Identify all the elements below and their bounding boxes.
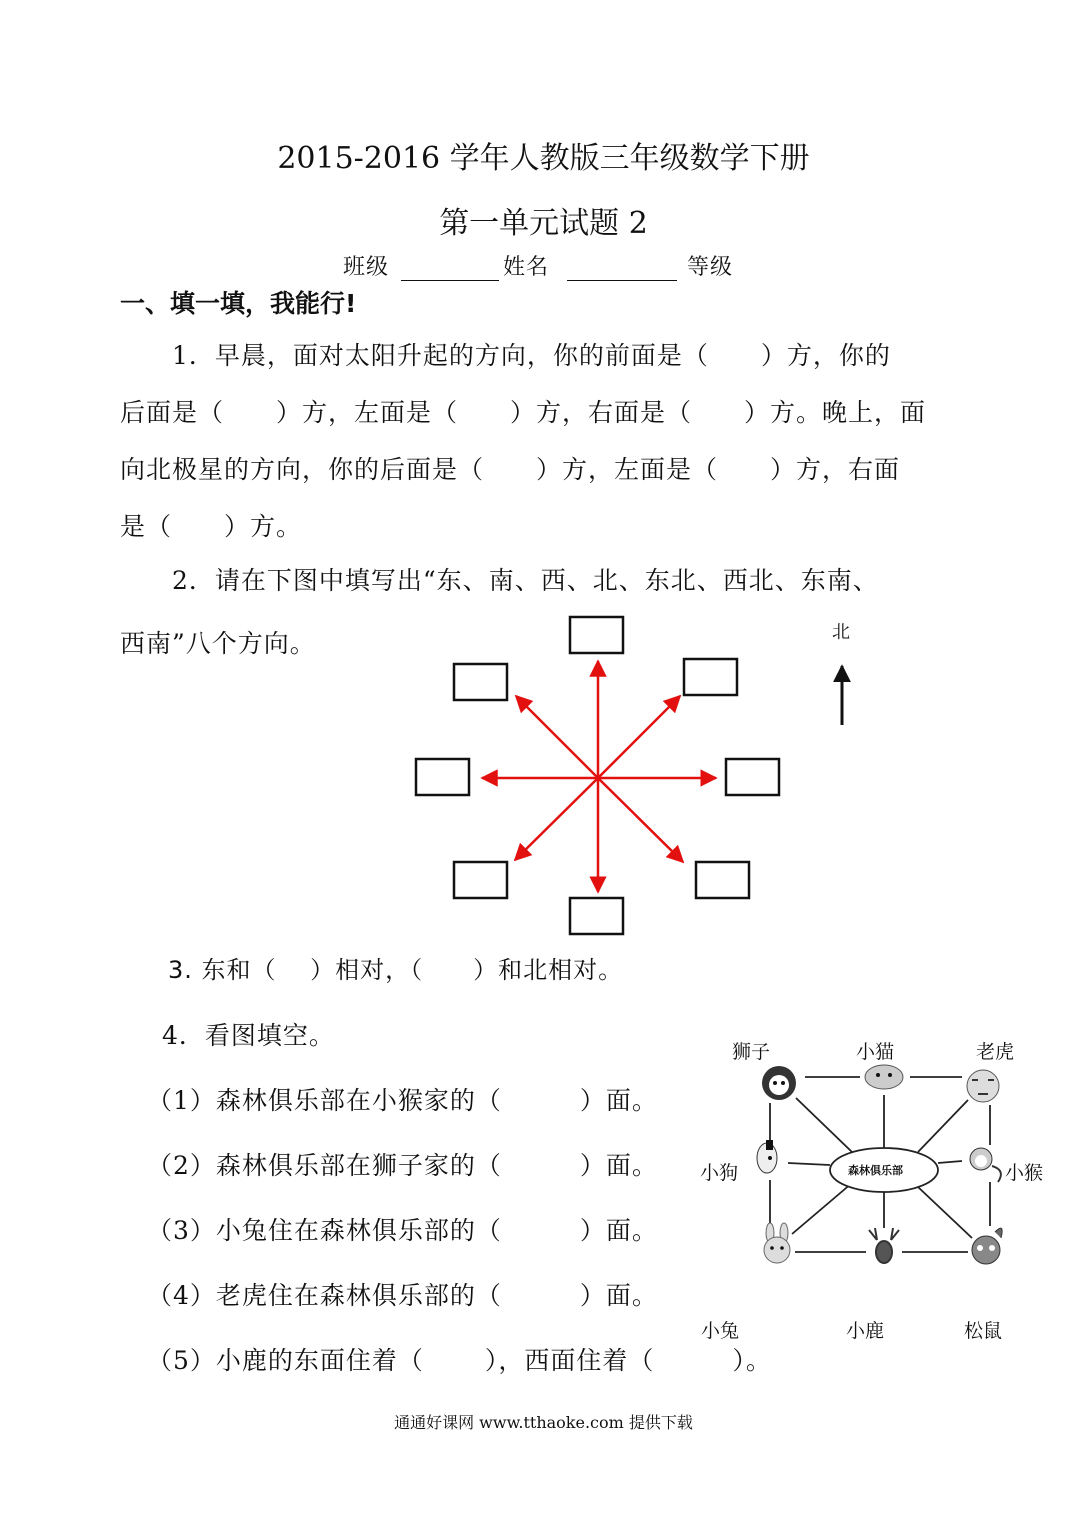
deer-icon <box>869 1228 899 1263</box>
label-cat: 小猫 <box>856 1041 895 1063</box>
q4-item-5: （5）小鹿的东面住着（ ），西面住着（ ）。 <box>147 1346 772 1375</box>
label-squirrel: 松鼠 <box>964 1320 1003 1342</box>
q1-line-3: 向北极星的方向，你的后面是（ ）方，左面是（ ）方，右面 <box>120 455 901 484</box>
q4-item-3: （3）小兔住在森林俱乐部的（ ）面。 <box>147 1216 658 1245</box>
name-label: 姓名 <box>503 255 550 280</box>
q4-item-2: （2）森林俱乐部在狮子家的（ ）面。 <box>147 1151 658 1180</box>
label-lion: 狮子 <box>732 1041 771 1063</box>
grade-label: 等级 <box>687 255 734 280</box>
q1-line-2: 后面是（ ）方，左面是（ ）方，右面是（ ）方。晚上，面 <box>120 398 927 427</box>
q3-line: 3. 东和（ ）相对，（ ）和北相对。 <box>168 956 624 984</box>
label-tiger: 老虎 <box>976 1041 1015 1063</box>
q1-line-1: 1．早晨，面对太阳升起的方向，你的前面是（ ）方，你的 <box>172 341 891 370</box>
rabbit-icon <box>764 1223 790 1263</box>
section-heading: 一、填一填，我能行! <box>120 289 357 318</box>
q1-line-4: 是（ ）方。 <box>120 512 303 541</box>
label-monkey: 小猴 <box>1005 1162 1044 1184</box>
page-subtitle: 第一单元试题 2 <box>439 206 648 241</box>
q4-item-4: （4）老虎住在森林俱乐部的（ ）面。 <box>147 1281 658 1310</box>
footer-text: 通通好课网 www.tthaoke.com 提供下载 <box>394 1413 693 1432</box>
label-club: 森林俱乐部 <box>848 1164 903 1177</box>
dog-icon <box>757 1140 777 1173</box>
tiger-icon <box>967 1070 999 1102</box>
monkey-icon <box>970 1148 1001 1182</box>
lion-icon <box>762 1066 796 1100</box>
q2-line-1: 2．请在下图中填写出“东、南、西、北、东北、西北、东南、 <box>172 566 879 595</box>
q4-item-1: （1）森林俱乐部在小猴家的（ ）面。 <box>147 1086 658 1115</box>
q2-line-2: 西南”八个方向。 <box>120 629 316 658</box>
squirrel-icon <box>972 1228 1002 1264</box>
north-label: 北 <box>832 622 850 643</box>
cat-icon <box>865 1065 903 1089</box>
page-title: 2015-2016 学年人教版三年级数学下册 <box>277 141 810 176</box>
label-deer: 小鹿 <box>846 1320 885 1342</box>
label-dog: 小狗 <box>700 1162 739 1184</box>
class-label: 班级 <box>343 255 390 280</box>
label-rabbit: 小兔 <box>701 1320 740 1342</box>
q4-title: 4．看图填空。 <box>162 1021 335 1050</box>
